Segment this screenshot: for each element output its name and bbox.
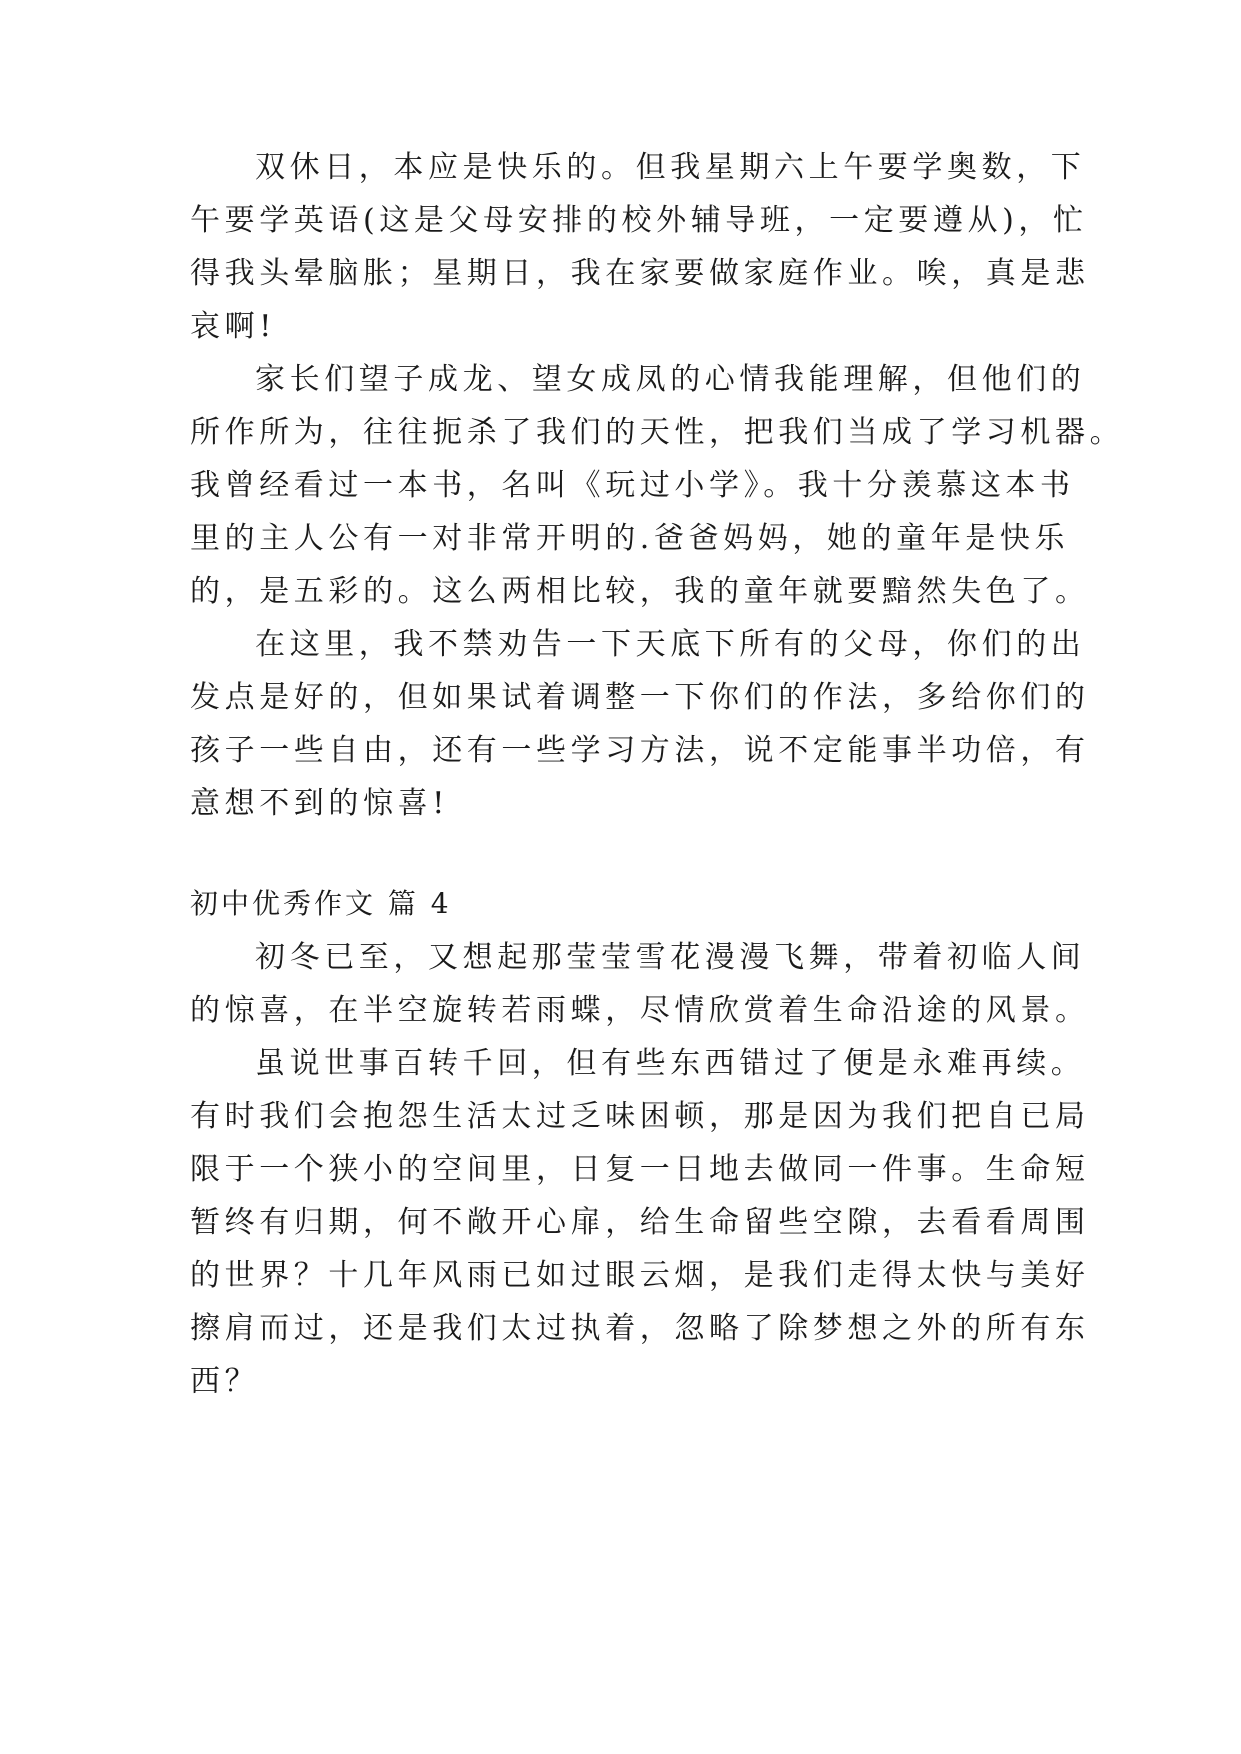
paragraph-line: 发点是好的，但如果试着调整一下你们的作法，多给你们的 — [190, 680, 1090, 715]
paragraph-line: 暂终有归期，何不敞开心扉，给生命留些空隙，去看看周围 — [190, 1205, 1090, 1240]
section-heading: 初中优秀作文 篇 4 — [190, 887, 452, 920]
paragraph-line: 虽说世事百转千回，但有些东西错过了便是永难再续。 — [255, 1046, 1086, 1081]
paragraph-line: 孩子一些自由，还有一些学习方法，说不定能事半功倍，有 — [190, 733, 1090, 768]
paragraph-line: 里的主人公有一对非常开明的.爸爸妈妈，她的童年是快乐 — [190, 521, 1070, 556]
paragraph-line: 的世界？十几年风雨已如过眼云烟，是我们走得太快与美好 — [190, 1258, 1090, 1293]
paragraph-line: 初冬已至，又想起那莹莹雪花漫漫飞舞，带着初临人间 — [255, 940, 1086, 975]
paragraph-line: 意想不到的惊喜! — [190, 786, 449, 821]
paragraph-line: 有时我们会抱怨生活太过乏味困顿，那是因为我们把自已局 — [190, 1099, 1090, 1134]
paragraph-line: 双休日，本应是快乐的。但我星期六上午要学奥数，下 — [255, 150, 1086, 185]
paragraph-line: 擦肩而过，还是我们太过执着，忽略了除梦想之外的所有东 — [190, 1311, 1090, 1346]
paragraph-line: 我曾经看过一本书，名叫《玩过小学》。我十分羡慕这本书 — [190, 468, 1075, 503]
paragraph-line: 所作所为，往往扼杀了我们的天性，把我们当成了学习机器。 — [190, 415, 1125, 450]
paragraph-line: 西？ — [190, 1364, 260, 1399]
paragraph-line: 的，是五彩的。这么两相比较，我的童年就要黯然失色了。 — [190, 574, 1090, 609]
paragraph-line: 在这里，我不禁劝告一下天底下所有的父母，你们的出 — [255, 627, 1086, 662]
paragraph-line: 家长们望子成龙、望女成凤的心情我能理解，但他们的 — [255, 362, 1086, 397]
paragraph-line: 限于一个狭小的空间里，日复一日地去做同一件事。生命短 — [190, 1152, 1090, 1187]
paragraph-line: 午要学英语(这是父母安排的校外辅导班，一定要遵从)，忙 — [190, 203, 1088, 238]
paragraph-line: 得我头晕脑胀；星期日，我在家要做家庭作业。唉，真是悲 — [190, 256, 1090, 291]
paragraph-line: 的惊喜，在半空旋转若雨蝶，尽情欣赏着生命沿途的风景。 — [190, 993, 1090, 1028]
paragraph-line: 哀啊! — [190, 309, 276, 344]
